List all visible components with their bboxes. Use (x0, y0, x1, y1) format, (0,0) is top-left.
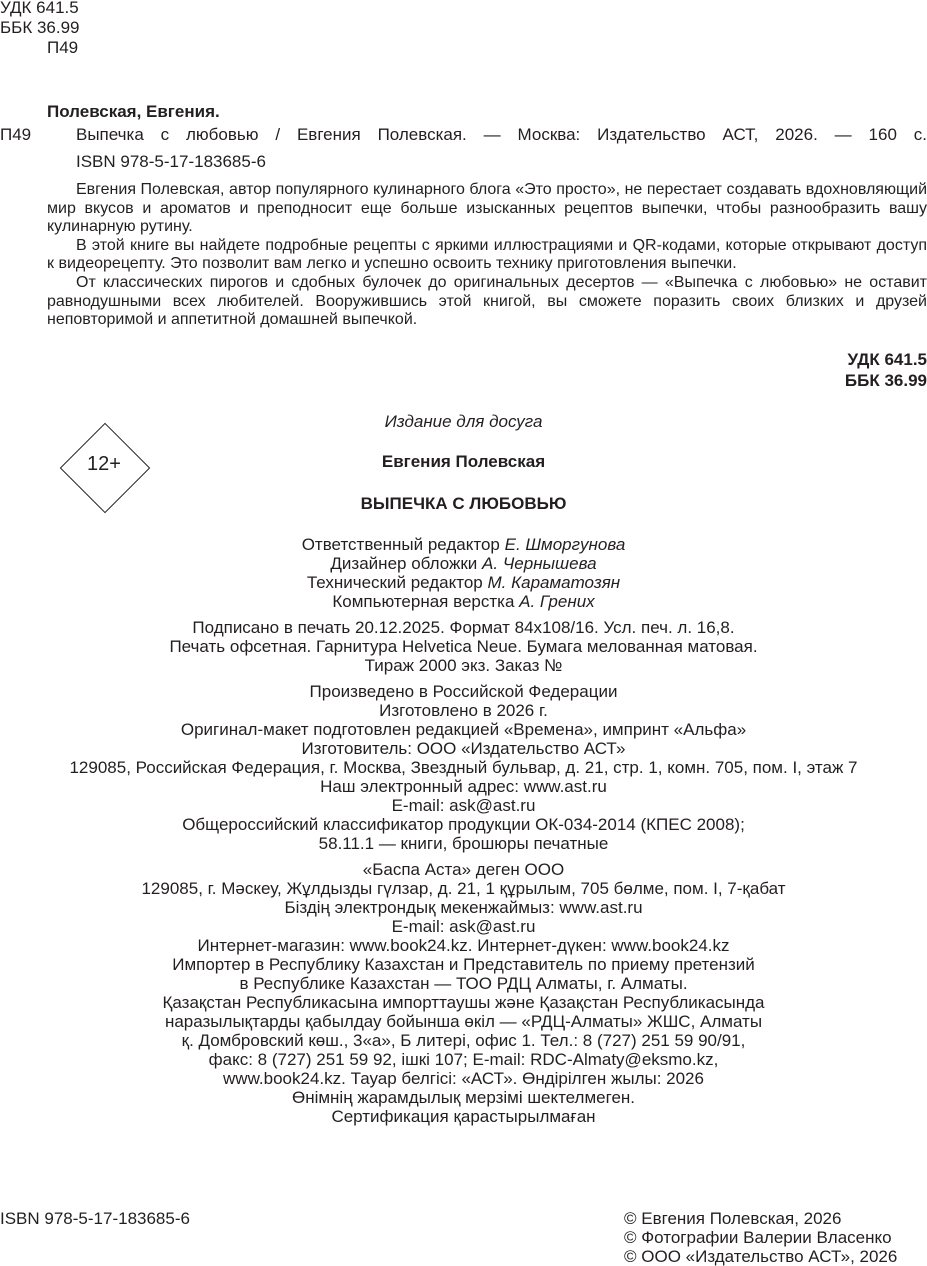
print-info-line: Подписано в печать 20.12.2025. Формат 84x108/16. Усл. печ. л. 16,8. (192, 618, 735, 637)
kazakh-line: в Республике Казахстан — ТОО РДЦ Алматы, г. Алматы. (239, 974, 688, 993)
kazakh-line: Сертификация қарастырылмаған (331, 1107, 596, 1126)
production-line: Общероссийский классификатор продукции ОК-034-2014 (КПЕС 2008); (182, 815, 745, 834)
catalog-description: Выпечка с любовью / Евгения Полевская. — Москва: Издательство АСТ, 2026. — 160 с. (76, 125, 927, 144)
annotation-paragraph: Евгения Полевская, автор популярного кулинарного блога «Это просто», не перестает создавать вдохновляющий мир вкусов и ароматов и преподносит еще больше изысканных рецептов выпечки, чтобы разнообразить вашу кулинарную рутину. (47, 181, 927, 236)
edition-type-label: Издание для досуга (384, 412, 543, 431)
kazakh-line: Интернет-магазин: www.book24.kz. Интернет-дүкен: www.book24.kz (197, 936, 730, 955)
production-line: 129085, Российская Федерация, г. Москва, Звездный бульвар, д. 21, стр. 1, комн. 705, пом. I, этаж 7 (69, 758, 858, 777)
credit-name: Е. Шморгунова (504, 535, 626, 554)
header-bbk: ББК 36.99 (0, 18, 80, 37)
footer-isbn: ISBN 978-5-17-183685-6 (0, 1209, 190, 1228)
header-author-mark: П49 (47, 38, 79, 57)
credit-role: Компьютерная верстка (332, 592, 515, 611)
annotation (47, 181, 927, 330)
classification-bbk: ББК 36.99 (844, 371, 927, 390)
age-rating-label: 12+ (87, 453, 121, 475)
credit-line (0, 592, 927, 611)
catalog-isbn: ISBN 978-5-17-183685-6 (76, 152, 266, 171)
kazakh-line: Қазақстан Республикасына импорттаушы және Қазақстан Республикасында (162, 993, 765, 1012)
edition-type (0, 412, 927, 431)
header-udk: УДК 641.5 (0, 0, 79, 17)
production-line: Произведено в Российской Федерации (309, 682, 618, 701)
credit-role: Ответственный редактор (301, 535, 500, 554)
catalog-author-heading: Полевская, Евгения. (47, 102, 220, 121)
annotation-paragraph: В этой книге вы найдете подробные рецепты с яркими иллюстрациями и QR-кодами, которые открывают доступ к видеорецепту. Это позволит вам легко и успешно освоить технику приготовления выпечки. (47, 236, 927, 273)
credit-line (0, 535, 927, 554)
book-author (0, 452, 927, 471)
kazakh-line: Импортер в Республику Казахстан и Представитель по приему претензий (172, 955, 755, 974)
production-line: 58.11.1 — книги, брошюры печатные (318, 834, 609, 853)
kazakh-line: факс: 8 (727) 251 59 92, ішкі 107; E-mail: RDC-Almaty@eksmo.kz, (208, 1050, 719, 1069)
kazakh-line: 129085, г. Мәскеу, Жұлдызды гүлзар, д. 21, 1 құрылым, 705 бөлме, пом. I, 7-қабат (141, 879, 786, 898)
footer-copyright: © Евгения Полевская, 2026 (624, 1209, 842, 1228)
kazakh-line: Өнімнің жарамдылық мерзімі шектелмеген. (291, 1088, 636, 1107)
production-line: E-mail: ask@ast.ru (391, 796, 536, 815)
footer-copyright: © ООО «Издательство АСТ», 2026 (624, 1247, 898, 1266)
kazakh-line: E-mail: ask@ast.ru (391, 917, 536, 936)
credit-name: А. Грених (519, 592, 595, 611)
credit-name: А. Чернышева (482, 554, 597, 573)
kazakh-line: Біздің электрондық мекенжаймыз: www.ast.ru (284, 898, 643, 917)
kazakh-line: қ. Домбровский көш., 3«а», Б литерi, офис 1. Тел.: 8 (727) 251 59 90/91, (181, 1031, 746, 1050)
production-line: Оригинал-макет подготовлен редакцией «Времена», импринт «Альфа» (180, 720, 747, 739)
production-info (0, 682, 927, 853)
book-title-label: ВЫПЕЧКА С ЛЮБОВЬЮ (360, 494, 567, 513)
credit-role: Дизайнер обложки (330, 554, 478, 573)
credits (0, 535, 927, 611)
kazakh-info (0, 860, 927, 1126)
catalog-author-mark: П49 (0, 125, 32, 144)
print-info (0, 618, 927, 675)
credit-role: Технический редактор (306, 573, 483, 592)
footer-copyright: © Фотографии Валерии Власенко (624, 1228, 892, 1247)
annotation-paragraph: От классических пирогов и сдобных булочек до оригинальных десертов — «Выпечка с любовью» не оставит равнодушными всех любителей. Вооружившись этой книгой, вы сможете поразить своих близких и друзей неповторимой и аппетитной домашней выпечкой. (47, 273, 927, 329)
kazakh-line: наразылықтарды қабылдау бойынша өкіл — «РДЦ-Алматы» ЖШС, Алматы (164, 1012, 763, 1031)
print-info-line: Тираж 2000 экз. Заказ № (364, 656, 563, 675)
kazakh-line: «Баспа Аста» деген ООО (362, 860, 565, 879)
production-line: Изготовитель: ООО «Издательство АСТ» (301, 739, 626, 758)
credit-name: М. Караматозян (487, 573, 621, 592)
production-line: Изготовлено в 2026 г. (379, 701, 548, 720)
credit-line (0, 573, 927, 592)
book-author-label: Евгения Полевская (381, 452, 546, 471)
credit-line (0, 554, 927, 573)
print-info-line: Печать офсетная. Гарнитура Helvetica Neue. Бумага мелованная матовая. (169, 637, 758, 656)
book-title (0, 494, 927, 513)
classification-udk: УДК 641.5 (847, 350, 927, 369)
production-line: Наш электронный адрес: www.ast.ru (320, 777, 607, 796)
kazakh-line: www.book24.kz. Тауар белгісі: «АСТ». Өндірілген жылы: 2026 (223, 1069, 704, 1088)
